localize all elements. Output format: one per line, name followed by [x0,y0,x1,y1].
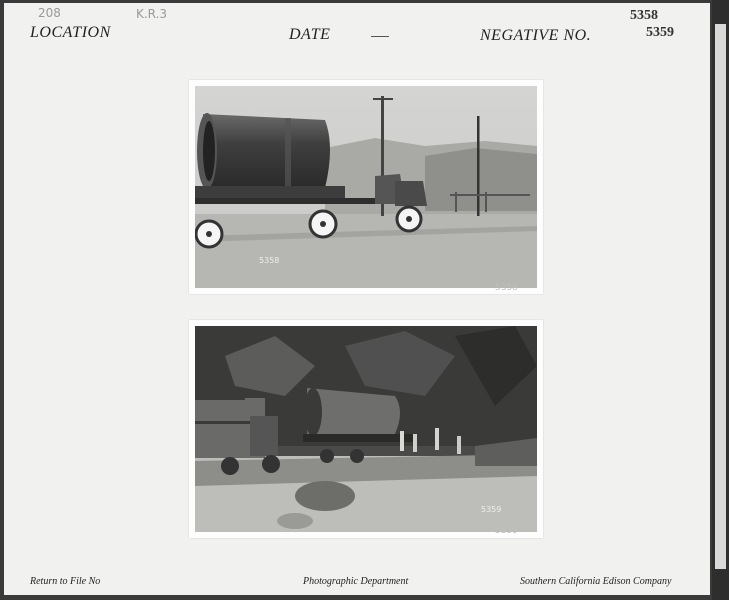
mount-edge-strip [712,0,729,600]
photo-1-caption-mark: 5358 [259,256,280,265]
photo-2-edge-mark: 5359 [495,526,518,536]
date-dash [371,36,389,37]
footer-department-label: Photographic Department [303,576,409,587]
negative-number-2: 5359 [646,25,674,40]
date-label: DATE [289,26,331,43]
handwritten-file-number: 208 [38,6,61,20]
footer-company-label: Southern California Edison Company [520,576,672,587]
photo-2 [189,320,543,538]
negative-number-1: 5358 [630,8,658,23]
footer-return-label: Return to File No [30,576,101,587]
photo-2-image [195,326,537,532]
negative-label: NEGATIVE NO. [480,27,592,44]
mount-edge-highlight [715,24,726,569]
location-label: LOCATION [30,24,111,41]
photo-2-caption-mark: 5359 [481,505,502,514]
photo-1-image [195,86,537,288]
photo-1 [189,80,543,294]
handwritten-location: K.R.3 [136,7,168,21]
photo-1-edge-mark: 5358 [495,283,518,293]
photo-mount-card [4,3,710,595]
